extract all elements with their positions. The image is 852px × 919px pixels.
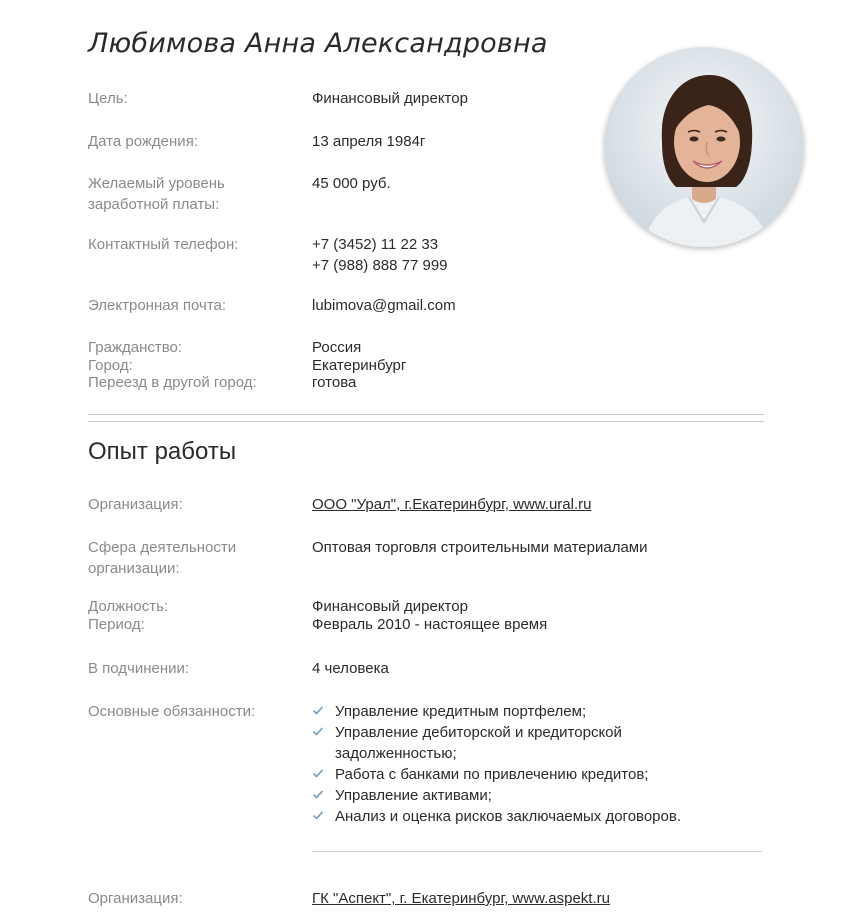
job2-org-value-wrap [312, 888, 768, 909]
birth-date-label: Дата рождения: [88, 133, 198, 150]
job1-duties-value [312, 701, 768, 827]
checkmark-icon [312, 704, 324, 716]
email-value[interactable]: lubimova@gmail.com [312, 297, 456, 314]
job1-org-label: Организация: [88, 496, 183, 513]
list-item [312, 785, 768, 806]
citizenship-value: Россия [312, 339, 362, 356]
job1-field-label-line2: организации: [88, 560, 180, 577]
salary-label-line2: заработной платы: [88, 196, 220, 213]
goal-value: Финансовый директор [312, 90, 468, 107]
job1-period-value: Февраль 2010 - настоящее время [312, 615, 548, 633]
phone-number-2[interactable]: +7 (988) 888 77 999 [312, 257, 448, 274]
city-label: Город: [88, 356, 133, 374]
job1-duties-label: Основные обязанности: [88, 703, 256, 720]
experience-title: Опыт работы [88, 438, 237, 465]
job1-field-label [88, 537, 303, 579]
birth-date-value: 13 апреля 1984г [312, 133, 426, 150]
location-labels [88, 339, 303, 392]
salary-label [88, 173, 303, 215]
duty-text: Анализ и оценка рисков заключаемых договоров. [335, 808, 682, 825]
job1-position-values [312, 598, 768, 633]
job1-position-labels [88, 598, 303, 633]
salary-value: 45 000 руб. [312, 175, 391, 192]
checkmark-icon [312, 767, 324, 779]
location-values [312, 339, 768, 392]
section-divider [88, 414, 764, 422]
job-divider [312, 851, 762, 852]
duties-list [312, 701, 768, 827]
checkmark-icon [312, 725, 324, 737]
duty-text: Управление дебиторской и кредиторской [335, 724, 622, 741]
job1-field-value: Оптовая торговля строительными материалами [312, 539, 648, 556]
relocation-label: Переезд в другой город: [88, 374, 257, 391]
job1-position-value: Финансовый директор [312, 598, 468, 615]
job1-position-label: Должность: [88, 598, 169, 615]
citizenship-label: Гражданство: [88, 339, 183, 356]
job1-subordinates-label: В подчинении: [88, 660, 190, 677]
goal-label: Цель: [88, 90, 128, 107]
phone-number-1[interactable]: +7 (3452) 11 22 33 [312, 236, 439, 253]
job2-org-label: Организация: [88, 890, 183, 907]
duty-text: Управление активами; [335, 787, 492, 804]
list-item [312, 722, 768, 764]
list-item [312, 764, 768, 785]
duty-text: Управление кредитным портфелем; [335, 703, 587, 720]
relocation-value: готова [312, 374, 357, 391]
phone-value [312, 234, 768, 276]
job1-field-label-line1: Сфера деятельности [88, 539, 237, 556]
salary-label-line1: Желаемый уровень [88, 175, 225, 192]
job1-subordinates-value: 4 человека [312, 660, 389, 677]
duty-text-continued: задолженностью; [335, 745, 457, 762]
list-item [312, 701, 768, 722]
duty-text: Работа с банками по привлечению кредитов; [335, 766, 649, 783]
full-name-heading: Любимова Анна Александровна [88, 28, 548, 59]
phone-label: Контактный телефон: [88, 236, 239, 253]
job2-org-link[interactable]: ГК "Аспект", г. Екатеринбург, www.aspekt.ru [312, 890, 610, 907]
city-value: Екатеринбург [312, 356, 407, 374]
list-item [312, 806, 768, 827]
email-label: Электронная почта: [88, 297, 227, 314]
job1-period-label: Период: [88, 615, 145, 633]
job1-org-value-wrap [312, 494, 768, 515]
job1-org-link[interactable]: ООО "Урал", г.Екатеринбург, www.ural.ru [312, 496, 592, 513]
checkmark-icon [312, 788, 324, 800]
checkmark-icon [312, 809, 324, 821]
